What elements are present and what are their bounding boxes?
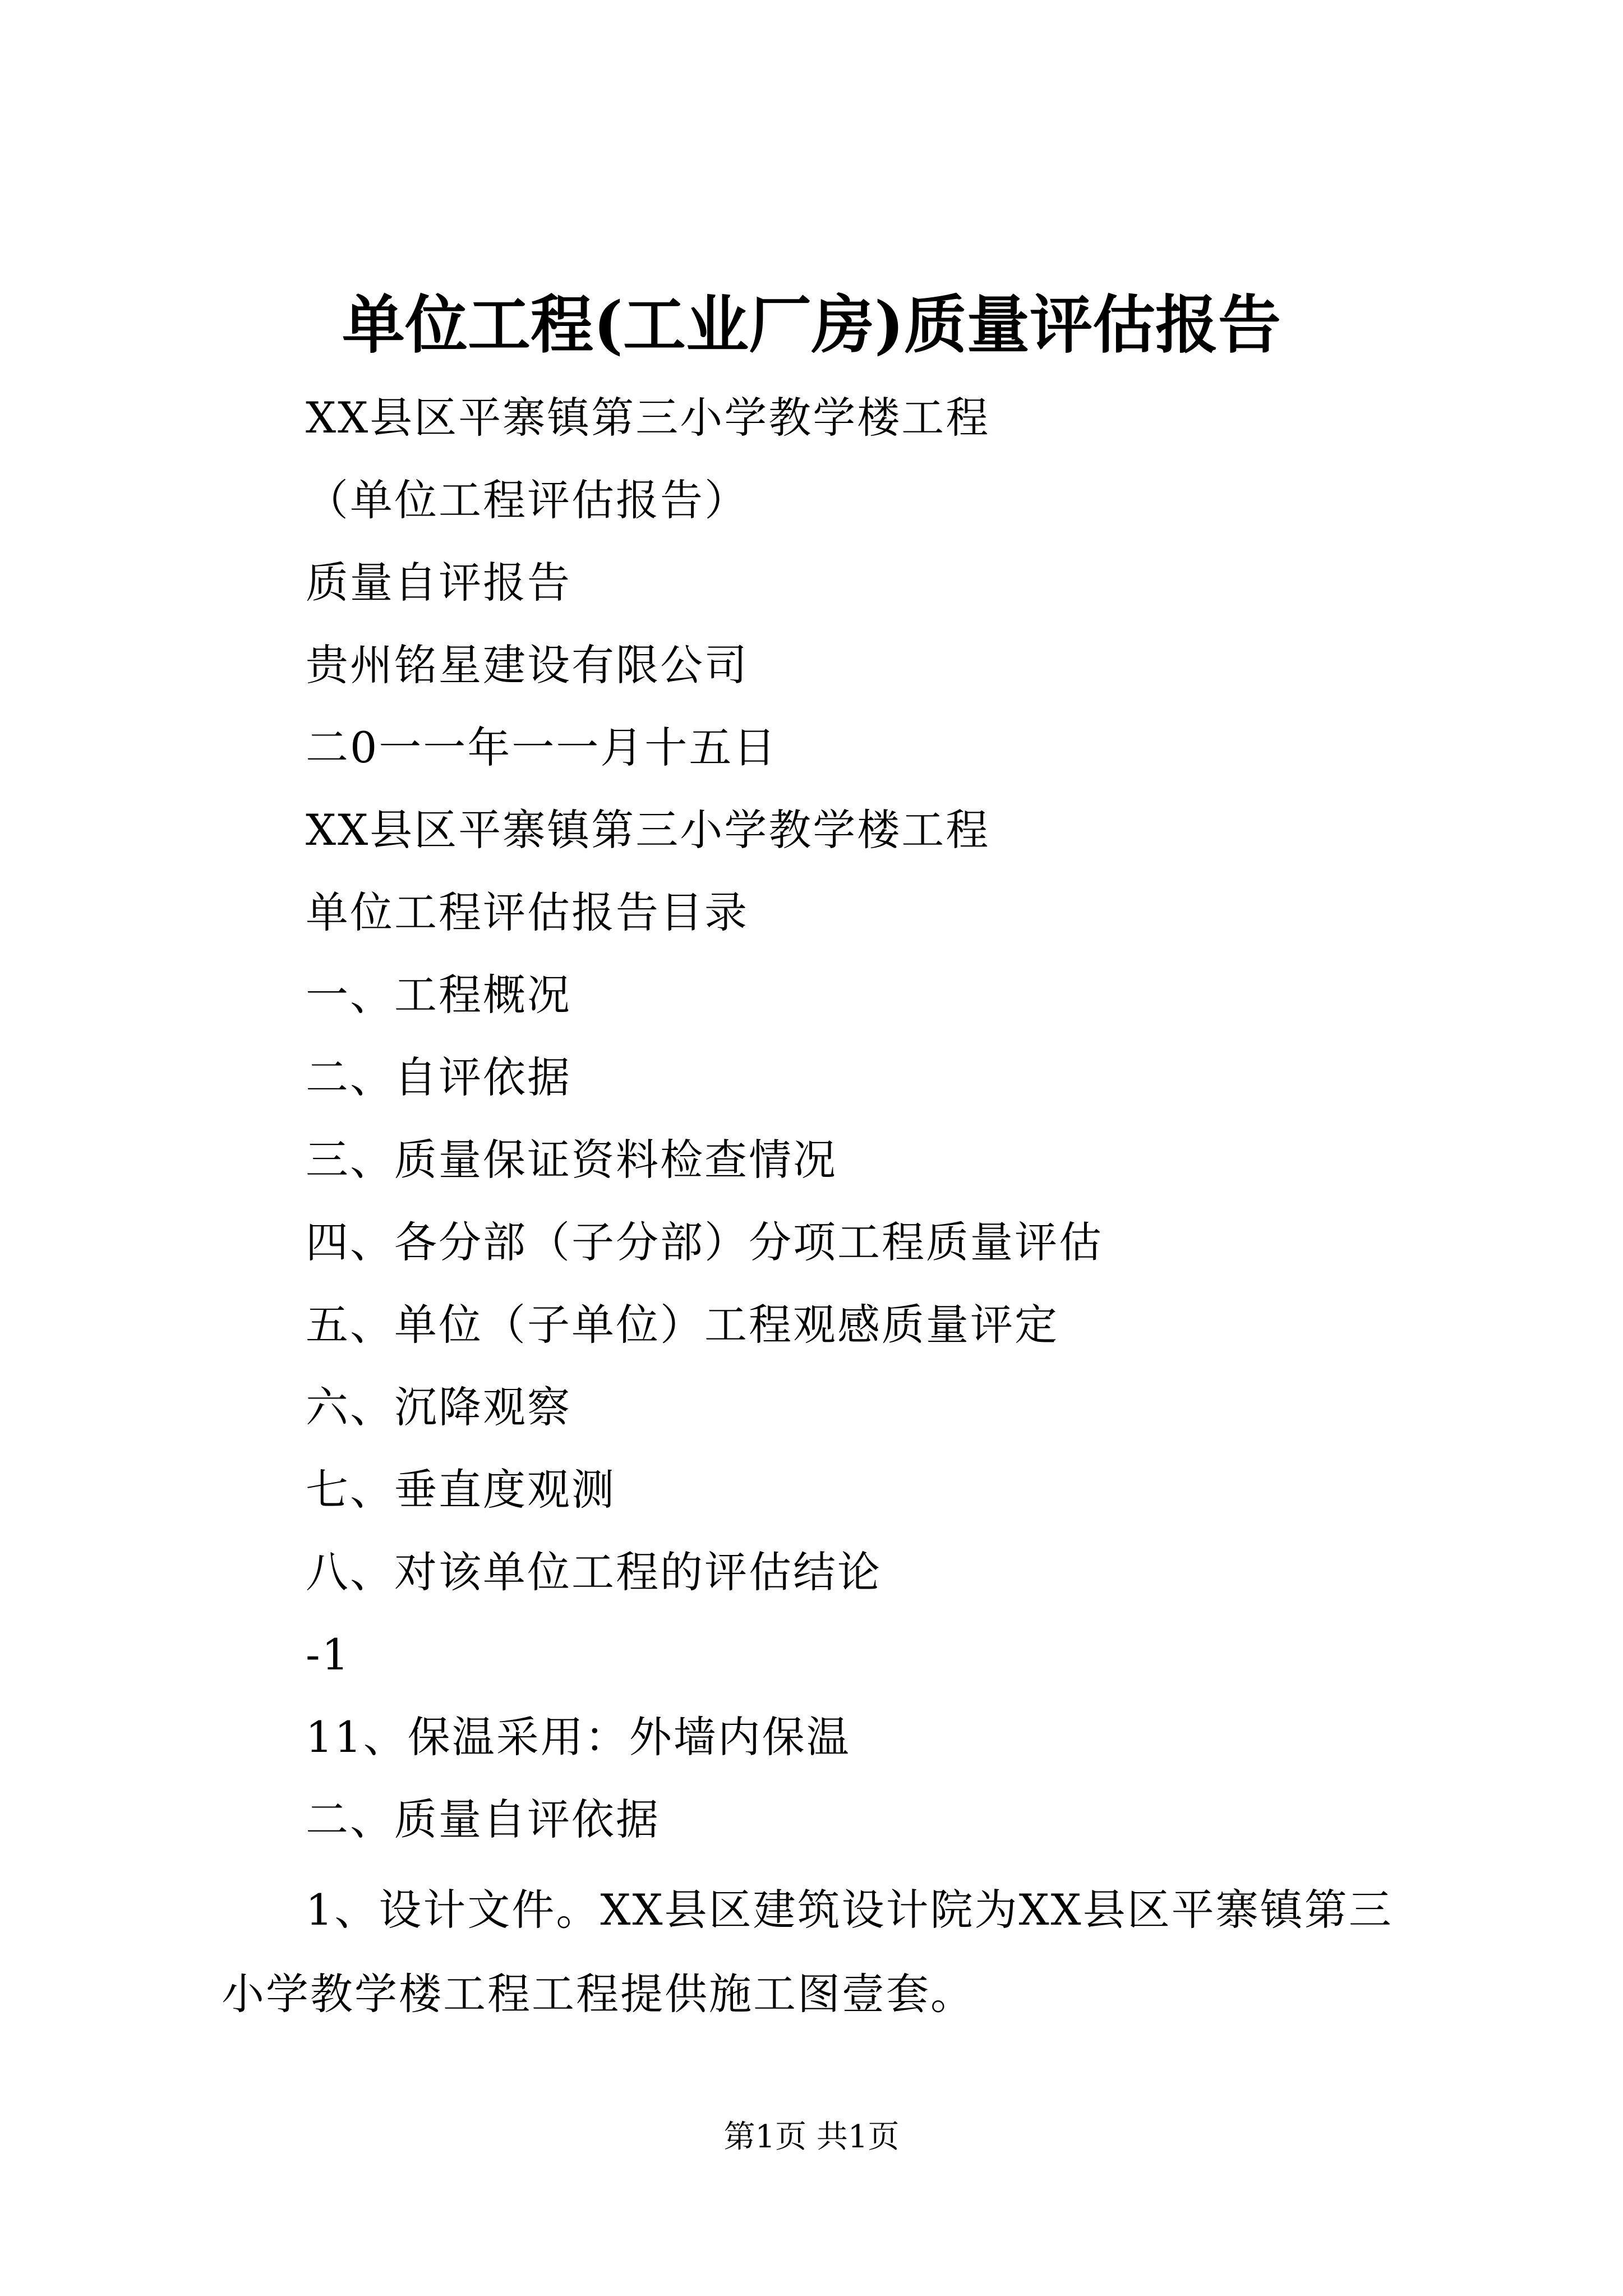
toc-item: 二、自评依据 bbox=[306, 1052, 571, 1102]
text-line: 单位工程评估报告目录 bbox=[306, 887, 749, 937]
text-line: 11、保温采用：外墙内保温 bbox=[306, 1712, 851, 1762]
toc-item: 八、对该单位工程的评估结论 bbox=[306, 1547, 882, 1597]
toc-item: 五、单位（子单位）工程观感质量评定 bbox=[306, 1300, 1059, 1350]
text-line: 质量自评报告 bbox=[306, 558, 571, 608]
text-line: XX县区平寨镇第三小学教学楼工程 bbox=[306, 393, 990, 443]
document-title: 单位工程(工业厂房)质量评估报告 bbox=[342, 288, 1281, 362]
text-line: -1 bbox=[306, 1630, 351, 1680]
document-lines bbox=[306, 387, 1483, 1871]
toc-item: 一、工程概况 bbox=[306, 970, 571, 1020]
toc-item: 四、各分部（子分部）分项工程质量评估 bbox=[306, 1217, 1103, 1267]
section-heading: 二、质量自评依据 bbox=[306, 1795, 660, 1844]
text-line: （单位工程评估报告） bbox=[306, 475, 749, 525]
text-line: 二0一一年一一月十五日 bbox=[306, 723, 778, 772]
text-line: XX县区平寨镇第三小学教学楼工程 bbox=[306, 805, 990, 855]
body-paragraph: 1、设计文件。XX县区建筑设计院为XX县区平寨镇第三小学教学楼工程工程提供施工图壹套。 bbox=[222, 1885, 1393, 2019]
toc-item: 七、垂直度观测 bbox=[306, 1465, 616, 1515]
text-line: 贵州铭星建设有限公司 bbox=[306, 640, 749, 690]
toc-item: 三、质量保证资料检查情况 bbox=[306, 1135, 837, 1185]
toc-item: 六、沉降观察 bbox=[306, 1382, 571, 1432]
page-footer: 第1页 共1页 bbox=[723, 2119, 900, 2155]
